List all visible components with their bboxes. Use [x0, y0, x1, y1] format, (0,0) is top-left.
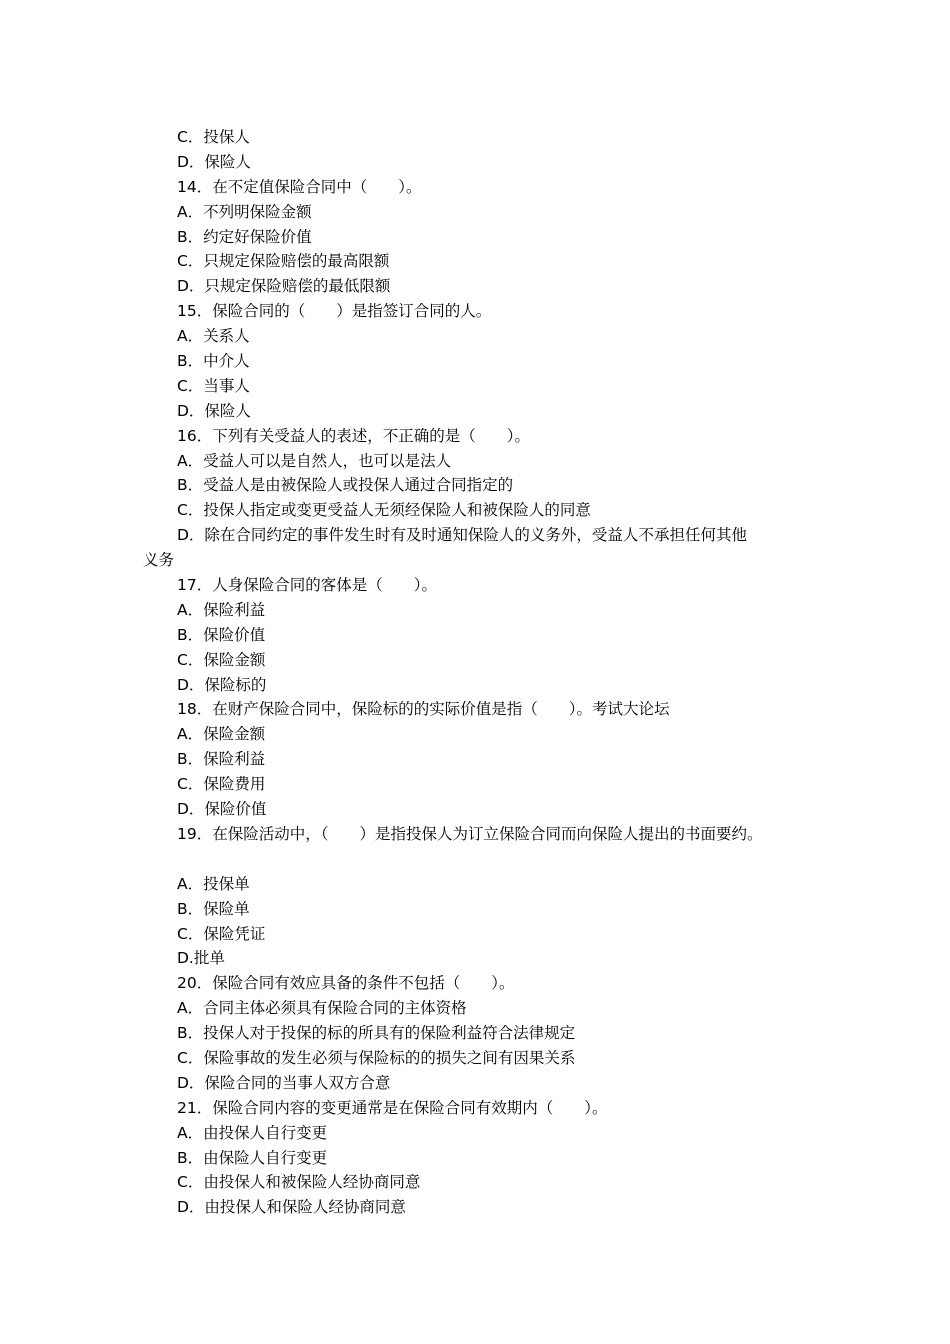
option-c-q18: C．保险费用 — [177, 775, 266, 794]
option-b-q20: B．投保人对于投保的标的所具有的保险利益符合法律规定 — [177, 1024, 576, 1043]
option-a-q14: A．不列明保险金额 — [177, 202, 312, 221]
option-d-q16-continued: 义务 — [143, 551, 175, 570]
option-b-q21: B．由保险人自行变更 — [177, 1148, 328, 1167]
option-c-q17: C．保险金额 — [177, 650, 266, 669]
option-b-q19: B．保险单 — [177, 899, 250, 918]
question-16: 16．下列有关受益人的表述，不正确的是（ ）。 — [177, 426, 530, 445]
option-c-q14: C．只规定保险赔偿的最高限额 — [177, 252, 390, 271]
option-d-q14: D．只规定保险赔偿的最低限额 — [177, 277, 391, 296]
option-c-q20: C．保险事故的发生必须与保险标的的损失之间有因果关系 — [177, 1048, 576, 1067]
option-d-q21: D．由投保人和保险人经协商同意 — [177, 1198, 406, 1217]
question-list — [0, 125, 950, 1220]
option-a-q21: A．由投保人自行变更 — [177, 1123, 328, 1142]
option-d-q15: D．保险人 — [177, 401, 251, 420]
option-a-q15: A．关系人 — [177, 327, 250, 346]
question-17: 17．人身保险合同的客体是（ ）。 — [177, 576, 437, 595]
option-b-q15: B．中介人 — [177, 352, 250, 371]
option-b-q14: B．约定好保险价值 — [177, 227, 312, 246]
option-a-q19: A．投保单 — [177, 874, 250, 893]
option-b-q18: B．保险利益 — [177, 750, 266, 769]
option-d-q17: D．保险标的 — [177, 675, 267, 694]
question-18: 18．在财产保险合同中，保险标的的实际价值是指（ ）。考试大论坛 — [177, 700, 670, 719]
question-19: 19．在保险活动中，（ ）是指投保人为订立保险合同而向保险人提出的书面要约。 — [177, 824, 763, 843]
option-d-q16: D．除在合同约定的事件发生时有及时通知保险人的义务外，受益人不承担任何其他 — [177, 526, 747, 545]
option-a-q16: A．受益人可以是自然人，也可以是法人 — [177, 451, 452, 470]
question-14: 14．在不定值保险合同中（ ）。 — [177, 177, 422, 196]
question-15: 15．保险合同的（ ）是指签订合同的人。 — [177, 302, 492, 321]
option-a-q17: A．保险利益 — [177, 600, 266, 619]
blank-line — [0, 847, 950, 872]
option-d-q20: D．保险合同的当事人双方合意 — [177, 1073, 391, 1092]
question-20: 20．保险合同有效应具备的条件不包括（ ）。 — [177, 974, 515, 993]
option-a-q18: A．保险金额 — [177, 725, 266, 744]
option-d-q13: D．保险人 — [177, 152, 251, 171]
option-a-q20: A．合同主体必须具有保险合同的主体资格 — [177, 999, 467, 1018]
option-c-q16: C．投保人指定或变更受益人无须经保险人和被保险人的同意 — [177, 501, 591, 520]
question-21: 21．保险合同内容的变更通常是在保险合同有效期内（ ）。 — [177, 1098, 608, 1117]
option-c-q15: C．当事人 — [177, 376, 250, 395]
option-b-q17: B．保险价值 — [177, 625, 266, 644]
option-d-q19: D.批单 — [177, 949, 225, 968]
option-c-q19: C．保险凭证 — [177, 924, 266, 943]
option-c-q21: C．由投保人和被保险人经协商同意 — [177, 1173, 421, 1192]
option-c-q13: C．投保人 — [177, 128, 250, 146]
option-b-q16: B．受益人是由被保险人或投保人通过合同指定的 — [177, 476, 514, 495]
option-d-q18: D．保险价值 — [177, 800, 267, 819]
